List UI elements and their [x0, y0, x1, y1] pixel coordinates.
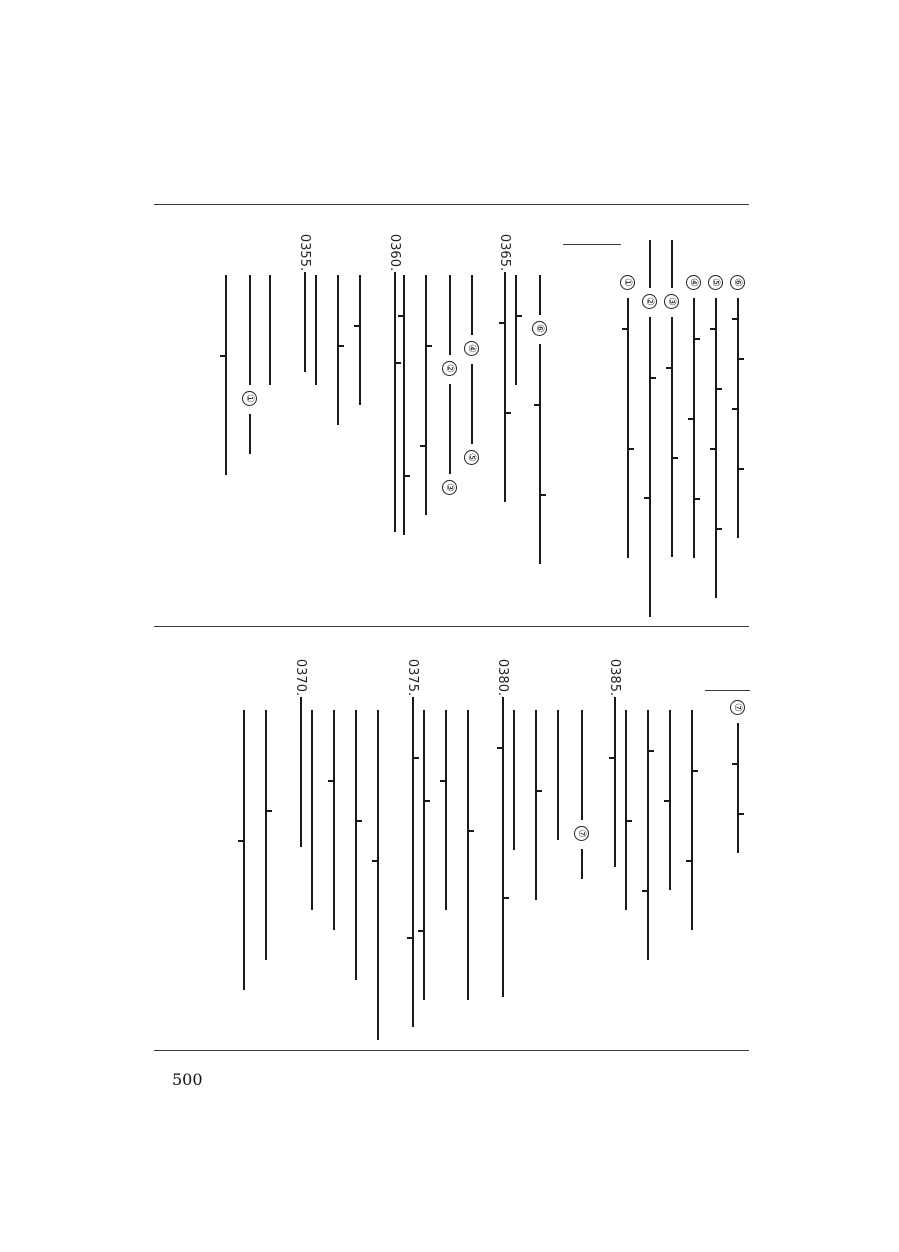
- mongolian-text: [497, 697, 509, 997]
- line-number: 0365.: [497, 233, 513, 272]
- verse-marker: ②: [442, 361, 457, 376]
- mongolian-text: [530, 710, 542, 900]
- note-marker: ⑦: [730, 700, 745, 715]
- mongolian-text: [238, 710, 250, 990]
- mongolian-text: [244, 414, 256, 454]
- mongolian-text: [444, 275, 456, 355]
- verse-line: [332, 275, 344, 425]
- mongolian-text: [499, 272, 511, 502]
- verse-line: [394, 658, 431, 1027]
- verse-line: [282, 658, 319, 847]
- mongolian-text: [264, 275, 276, 385]
- mongolian-text: [534, 344, 546, 564]
- verse-line: [530, 710, 542, 900]
- verse-line: [686, 710, 698, 930]
- verse-line: [596, 658, 633, 867]
- mongolian-text: [328, 710, 340, 930]
- verse-line: [664, 710, 676, 890]
- mongolian-text: [389, 272, 401, 532]
- mongolian-text: [299, 272, 311, 372]
- footnote-7: [730, 700, 745, 853]
- verse-line: [484, 658, 521, 997]
- note-marker: ④: [686, 275, 701, 290]
- mongolian-text: [664, 710, 676, 890]
- verse-marker: ①: [242, 391, 257, 406]
- upper-text-block: [150, 215, 750, 615]
- verse-line: [420, 275, 432, 515]
- mongolian-text: [220, 275, 232, 475]
- verse-marker: ⑤: [464, 450, 479, 465]
- line-number: 0360.: [387, 233, 403, 272]
- verse-line: [220, 275, 232, 475]
- mongolian-text: [354, 275, 366, 405]
- mongolian-text: [552, 710, 564, 840]
- note-marker: ②: [642, 294, 657, 309]
- mongolian-text: [609, 697, 621, 867]
- line-number: 0385.: [607, 658, 623, 697]
- verse-line: [440, 710, 452, 910]
- line-number: 0355.: [297, 233, 313, 272]
- mongolian-text: [534, 275, 546, 315]
- mongolian-text: [688, 298, 700, 558]
- mongolian-text: [332, 275, 344, 425]
- footnote-5: [708, 275, 723, 598]
- middle-rule: [154, 626, 749, 627]
- footnote-2: [642, 240, 657, 617]
- note-marker: ①: [620, 275, 635, 290]
- footnote-4: [686, 275, 701, 558]
- verse-line: [574, 710, 589, 879]
- verse-line: [464, 275, 479, 473]
- mongolian-text: [462, 710, 474, 1000]
- mongolian-text: [295, 697, 307, 847]
- mongolian-text: [642, 710, 654, 960]
- verse-line: [486, 233, 523, 502]
- verse-line: [238, 710, 250, 990]
- verse-marker: ④: [464, 341, 479, 356]
- mongolian-text: [644, 317, 656, 617]
- mongolian-text: [686, 710, 698, 930]
- verse-line: [328, 710, 340, 930]
- mongolian-text: [420, 275, 432, 515]
- mongolian-text: [444, 384, 456, 474]
- mongolian-text: [407, 697, 419, 1027]
- mongolian-text: [372, 710, 384, 1040]
- verse-line: [350, 710, 362, 980]
- line-number: 0375.: [405, 658, 421, 697]
- page-number: 500: [172, 1070, 203, 1089]
- mongolian-text: [622, 298, 634, 558]
- verse-line: [260, 710, 272, 960]
- verse-line: [286, 233, 323, 372]
- verse-line: [552, 710, 564, 840]
- footnote-3: [664, 240, 679, 557]
- lower-text-block: [150, 640, 750, 1040]
- footnote-6: [730, 275, 745, 538]
- mongolian-text: [576, 849, 588, 879]
- verse-line: [532, 275, 547, 564]
- mongolian-text: [644, 240, 656, 288]
- verse-line: [242, 275, 257, 454]
- mongolian-text: [732, 298, 744, 538]
- mongolian-text: [440, 710, 452, 910]
- verse-line: [264, 275, 276, 385]
- note-marker: ⑥: [730, 275, 745, 290]
- verse-marker: ⑦: [574, 826, 589, 841]
- mongolian-text: [576, 710, 588, 820]
- verse-line: [442, 275, 457, 503]
- note-marker: ③: [664, 294, 679, 309]
- verse-line: [462, 710, 474, 1000]
- verse-line: [354, 275, 366, 405]
- mongolian-text: [260, 710, 272, 960]
- mongolian-text: [466, 364, 478, 444]
- verse-line: [642, 710, 654, 960]
- line-number: 0370.: [293, 658, 309, 697]
- verse-marker: ③: [442, 480, 457, 495]
- mongolian-text: [666, 240, 678, 288]
- verse-marker: ⑥: [532, 321, 547, 336]
- note-marker: ⑤: [708, 275, 723, 290]
- verse-line: [376, 233, 413, 532]
- mongolian-text: [466, 275, 478, 335]
- mongolian-text: [350, 710, 362, 980]
- verse-line: [372, 710, 384, 1040]
- footnote-1: [620, 275, 635, 558]
- mongolian-text: [710, 298, 722, 598]
- top-rule: [154, 204, 749, 205]
- mongolian-text: [666, 317, 678, 557]
- mongolian-text: [732, 723, 744, 853]
- line-number: 0380.: [495, 658, 511, 697]
- bottom-rule: [154, 1050, 749, 1051]
- mongolian-text: [244, 275, 256, 385]
